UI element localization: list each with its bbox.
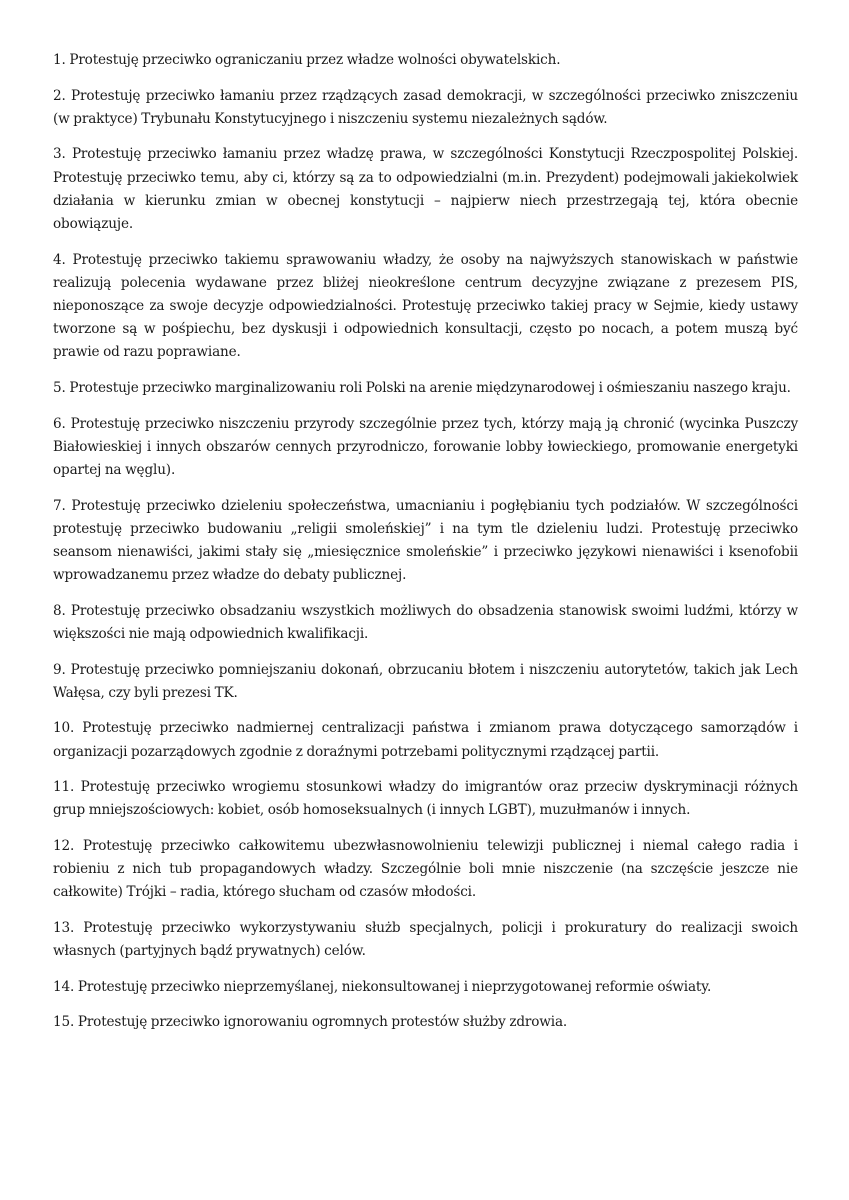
protest-item-8: 8. Protestuję przeciwko obsadzaniu wszystkich możliwych do obsadzenia stanowisk swoimi ludźmi, którzy w większości nie mają odpowiednich kwalifikacji. xyxy=(53,602,798,642)
protest-item-3: 3. Protestuję przeciwko łamaniu przez władzę prawa, w szczególności Konstytucji Rzeczpospolitej Polskiej. Protestuję przeciwko temu, aby ci, którzy są za to odpowiedzialni (m.in. Prezydent) podejmowali jakiekolwiek działania w kierunku zmian w obecnej konstytucji – najpierw niech przestrzegają tej, która obecnie obowiązuje. xyxy=(53,146,798,232)
protest-item-12: 12. Protestuję przeciwko całkowitemu ubezwłasnowolnieniu telewizji publicznej i niemal całego radia i robieniu z nich tub propagandowych władzy. Szczególnie boli mnie niszczenie (na szczęście jeszcze nie całkowite) Trójki – radia, którego słucham od czasów młodości. xyxy=(53,837,798,901)
document-page xyxy=(53,49,798,1047)
protest-item-4: 4. Protestuję przeciwko takiemu sprawowaniu władzy, że osoby na najwyższych stanowiskach w państwie realizują polecenia wydawane przez bliżej nieokreślone centrum decyzyjne związane z prezesem PIS, nieponoszące za swoje decyzje odpowiedzialności. Protestuję przeciwko takiej pracy w Sejmie, kiedy ustawy tworzone są w pośpiechu, bez dyskusji i odpowiednich konsultacji, często po nocach, a potem muszą być prawie od razu poprawiane. xyxy=(53,251,798,361)
protest-item-9: 9. Protestuję przeciwko pomniejszaniu dokonań, obrzucaniu błotem i niszczeniu autorytetów, takich jak Lech Wałęsa, czy byli prezesi TK. xyxy=(53,661,798,701)
protest-item-7: 7. Protestuję przeciwko dzieleniu społeczeństwa, umacnianiu i pogłębianiu tych podziałów. W szczególności protestuję przeciwko budowaniu „religii smoleńskiej” i na tym tle dzieleniu ludzi. Protestuję przeciwko seansom nienawiści, jakimi stały się „miesięcznice smoleńskie” i przeciwko językowi nienawiści i ksenofobii wprowadzanemu przez władze do debaty publicznej. xyxy=(53,497,798,584)
protest-item-10: 10. Protestuję przeciwko nadmiernej centralizacji państwa i zmianom prawa dotyczącego samorządów i organizacji pozarządowych zgodnie z doraźnymi potrzebami politycznymi rządzącej partii. xyxy=(53,720,798,760)
protest-item-5: 5. Protestuje przeciwko marginalizowaniu roli Polski na arenie międzynarodowej i ośmieszaniu naszego kraju. xyxy=(53,380,791,396)
protest-item-6: 6. Protestuję przeciwko niszczeniu przyrody szczególnie przez tych, którzy mają ją chronić (wycinka Puszczy Białowieskiej i innych obszarów cennych przyrodniczo, forowanie lobby łowieckiego, promowanie energetyki opartej na węglu). xyxy=(53,415,798,478)
protest-item-13: 13. Protestuję przeciwko wykorzystywaniu służb specjalnych, policji i prokuratury do realizacji swoich własnych (partyjnych bądź prywatnych) celów. xyxy=(53,919,798,960)
protest-item-2: 2. Protestuję przeciwko łamaniu przez rządzących zasad demokracji, w szczególności przeciwko zniszczeniu (w praktyce) Trybunału Konstytucyjnego i niszczeniu systemu niezależnych sądów. xyxy=(53,87,798,127)
protest-item-11: 11. Protestuję przeciwko wrogiemu stosunkowi władzy do imigrantów oraz przeciw dyskryminacji różnych grup mniejszościowych: kobiet, osób homoseksualnych (i innych LGBT), muzułmanów i innych. xyxy=(53,779,798,819)
protest-item-15: 15. Protestuję przeciwko ignorowaniu ogromnych protestów służby zdrowia. xyxy=(53,1014,568,1031)
protest-item-14: 14. Protestuję przeciwko nieprzemyślanej, niekonsultowanej i nieprzygotowanej reformie oświaty. xyxy=(53,978,712,995)
protest-item-1: 1. Protestuję przeciwko ograniczaniu przez władze wolności obywatelskich. xyxy=(53,52,561,68)
